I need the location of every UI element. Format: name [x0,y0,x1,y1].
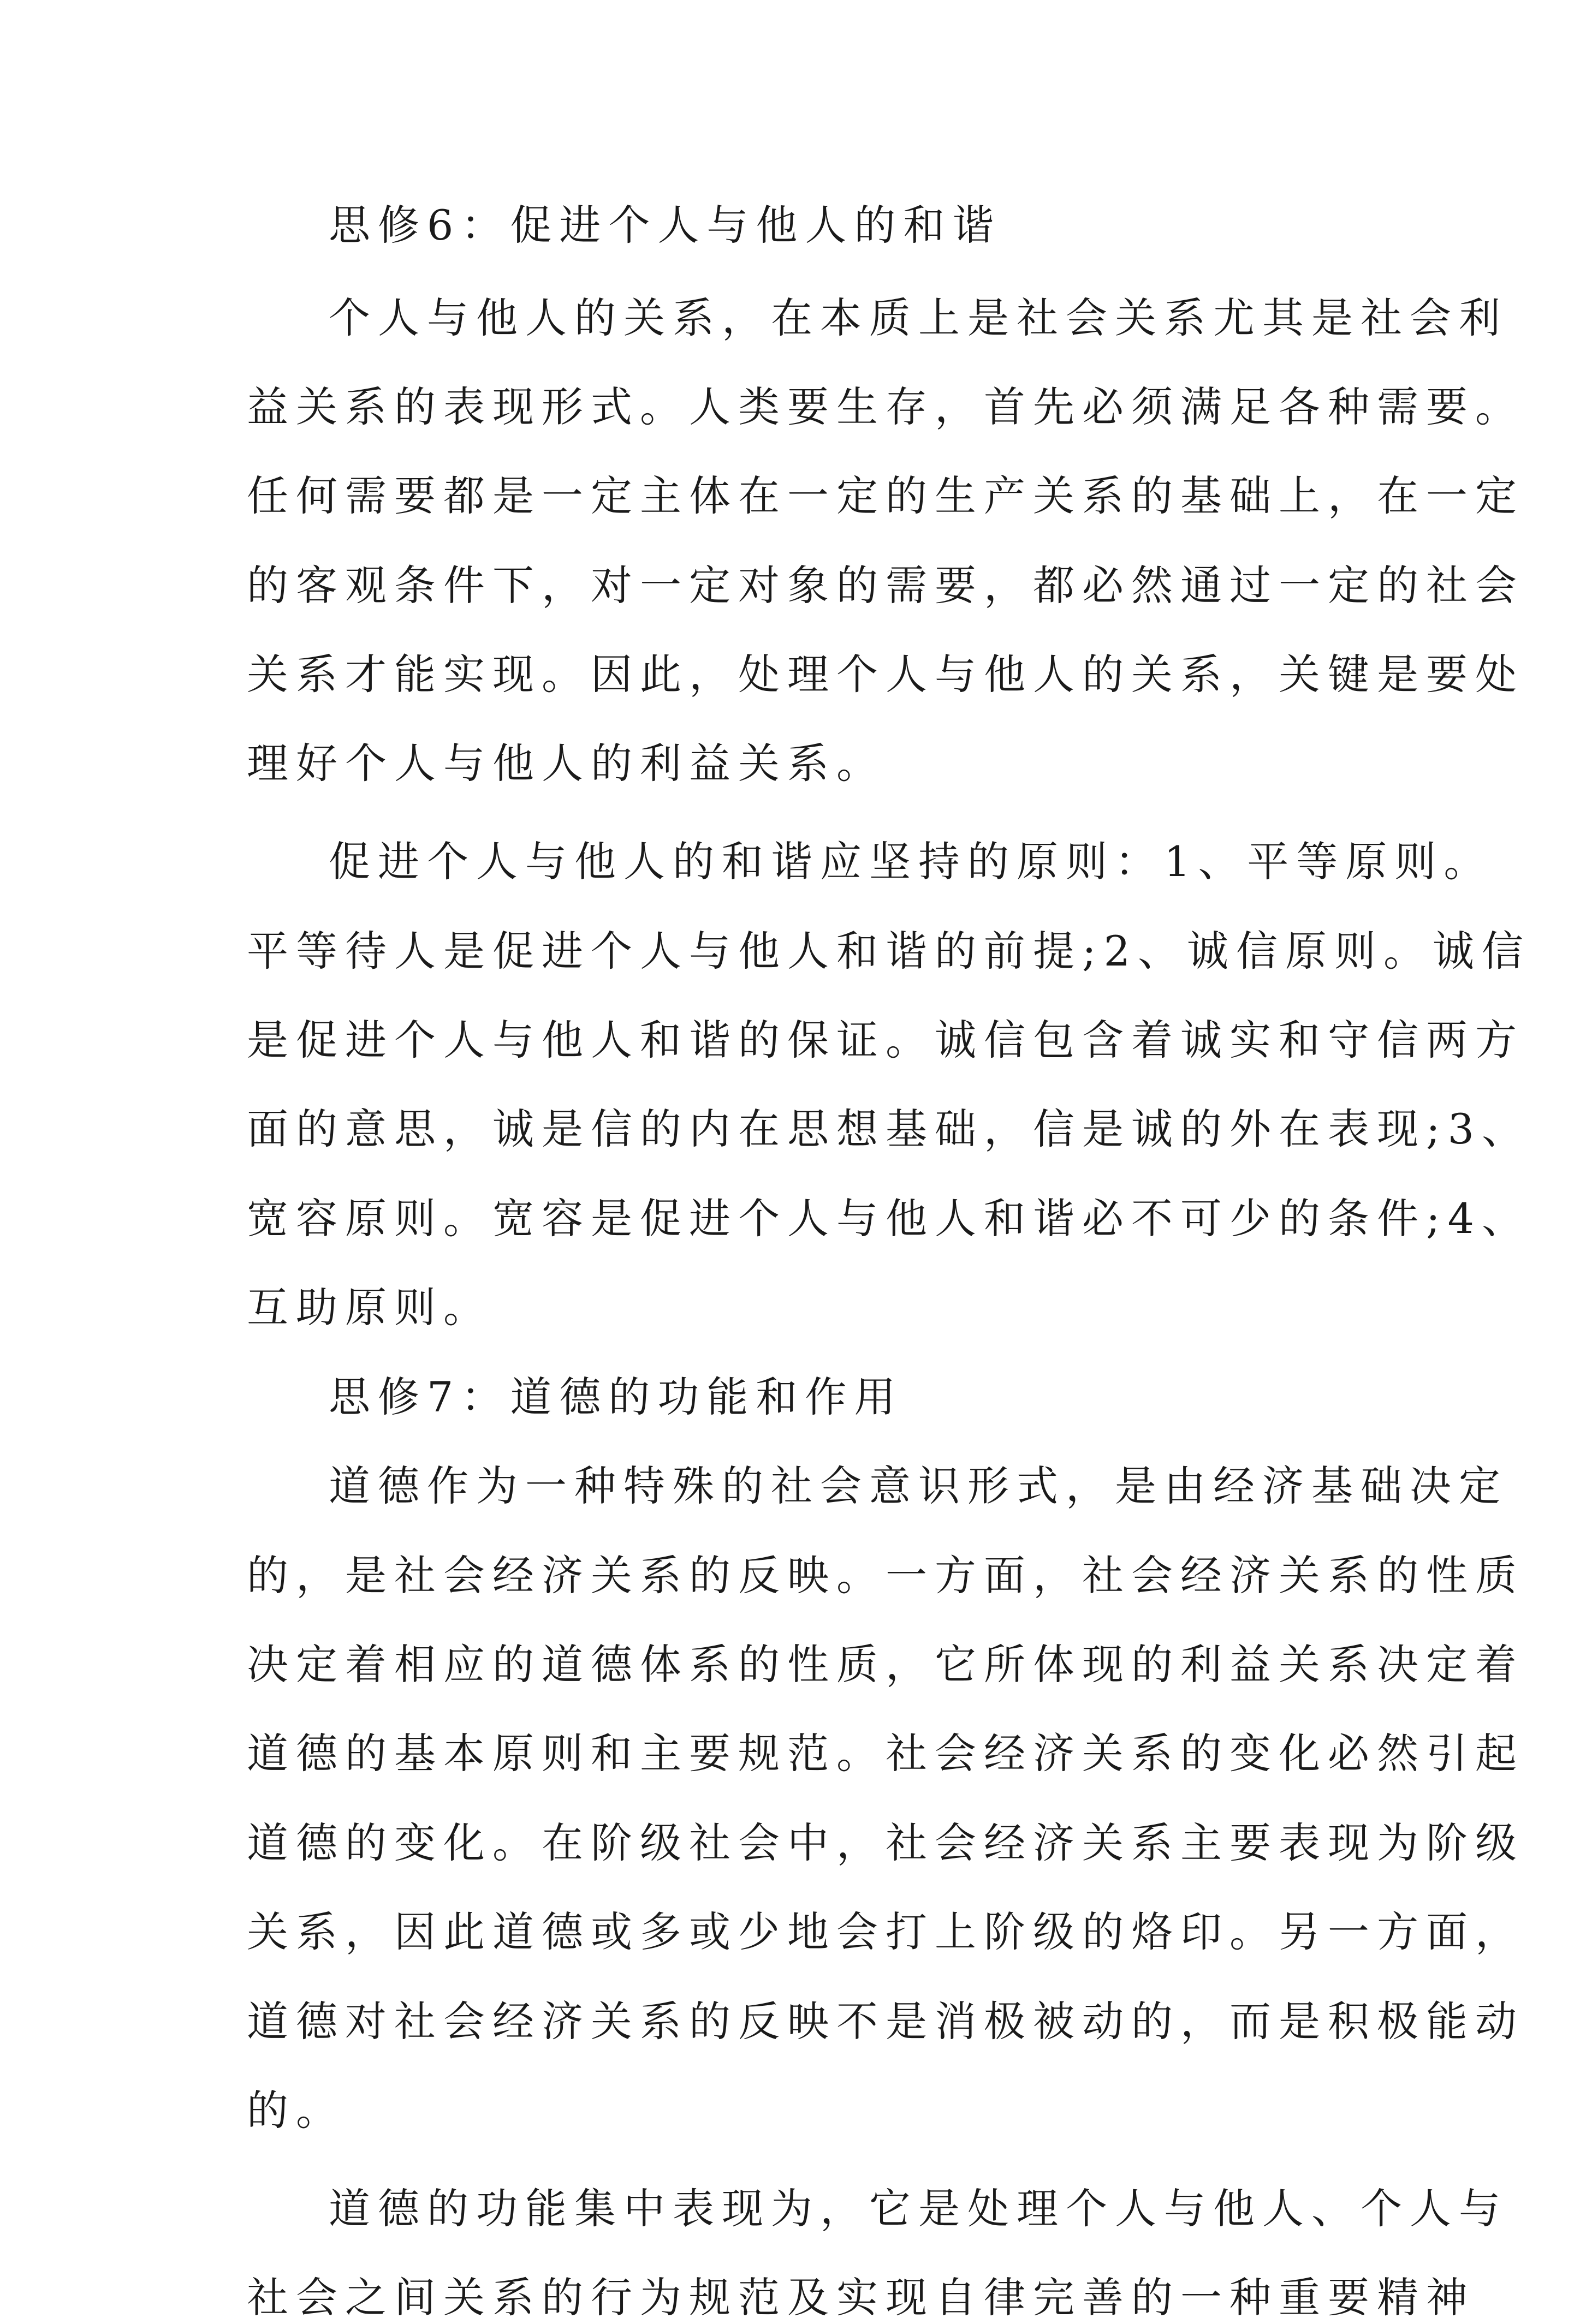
paragraph-line: 道德的变化。在阶级社会中，社会经济关系主要表现为阶级 [247,1819,1524,1867]
paragraph-line: 的客观条件下，对一定对象的需要，都必然通过一定的社会 [247,561,1524,610]
paragraph-line: 社会之间关系的行为规范及实现自律完善的一种重要精神 [247,2273,1475,2322]
paragraph-line: 益关系的表现形式。人类要生存，首先必须满足各种需要。 [247,383,1524,431]
paragraph-line: 促进个人与他人的和谐应坚持的原则：1、平等原则。 [329,837,1493,886]
paragraph-line: 面的意思，诚是信的内在思想基础，信是诚的外在表现;3、 [247,1105,1531,1153]
section-heading-7: 思修7：道德的功能和作用 [329,1373,904,1421]
paragraph-line: 决定着相应的道德体系的性质，它所体现的利益关系决定着 [247,1640,1524,1689]
paragraph-line: 互助原则。 [247,1283,492,1332]
paragraph-line: 个人与他人的关系，在本质上是社会关系尤其是社会利 [329,294,1508,342]
paragraph-line: 宽容原则。宽容是促进个人与他人和谐必不可少的条件;4、 [247,1194,1531,1243]
paragraph-line: 任何需要都是一定主体在一定的生产关系的基础上，在一定 [247,472,1524,520]
paragraph-line: 关系，因此道德或多或少地会打上阶级的烙印。另一方面， [247,1908,1524,1956]
paragraph-line: 道德对社会经济关系的反映不是消极被动的，而是积极能动 [247,1997,1524,2046]
paragraph-line: 道德的功能集中表现为，它是处理个人与他人、个人与 [329,2184,1508,2233]
paragraph-line: 道德作为一种特殊的社会意识形式，是由经济基础决定 [329,1462,1508,1510]
paragraph-line: 是促进个人与他人和谐的保证。诚信包含着诚实和守信两方 [247,1016,1524,1064]
paragraph-line: 理好个人与他人的利益关系。 [247,739,886,788]
section-heading-6: 思修6：促进个人与他人的和谐 [329,201,1002,249]
paragraph-line: 关系才能实现。因此，处理个人与他人的关系，关键是要处 [247,650,1524,699]
paragraph-line: 平等待人是促进个人与他人和谐的前提;2、诚信原则。诚信 [247,927,1531,975]
paragraph-line: 的，是社会经济关系的反映。一方面，社会经济关系的性质 [247,1551,1524,1600]
paragraph-line: 道德的基本原则和主要规范。社会经济关系的变化必然引起 [247,1729,1524,1778]
paragraph-line: 的。 [247,2086,345,2135]
